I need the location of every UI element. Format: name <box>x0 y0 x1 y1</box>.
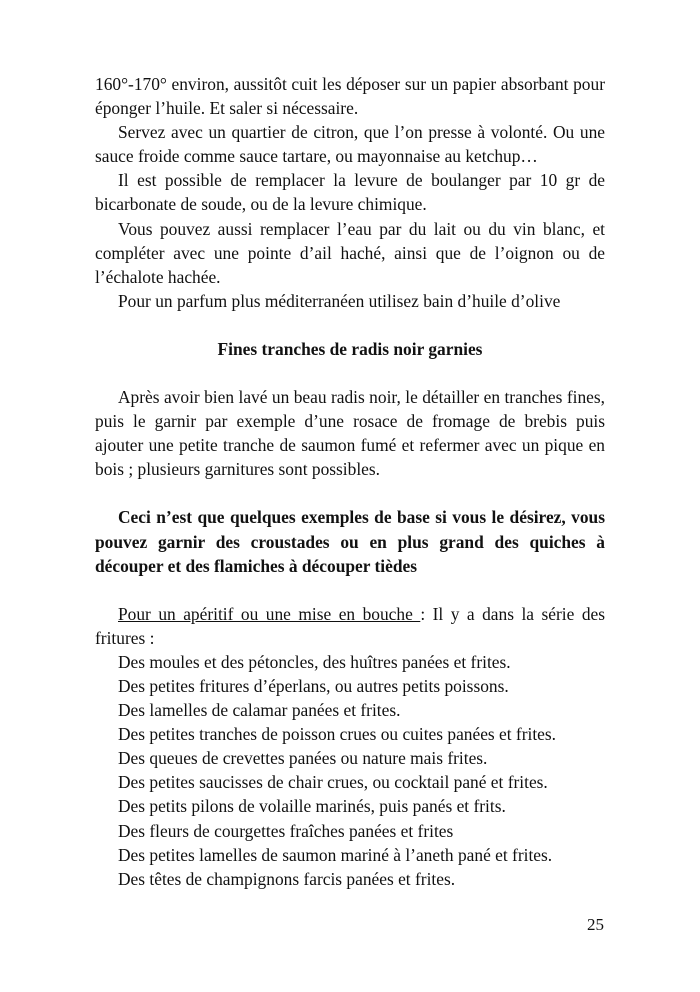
list-item: Des queues de crevettes panées ou nature mais frites. <box>118 748 488 769</box>
page-number: 25 <box>587 915 604 934</box>
list-item: Des petites fritures d’éperlans, ou autres petits poissons. <box>118 675 509 696</box>
paragraph-yeast-substitute: Il est possible de remplacer la levure de boulanger par 10 gr de bicarbonate de soude, ou de la levure chimique. <box>95 170 605 215</box>
paragraph-liquid-substitute: Vous pouvez aussi remplacer l’eau par du lait ou du vin blanc, et compléter avec une pointe d’ail haché, ainsi que de l’oignon ou de l’échalote hachée. <box>95 218 605 287</box>
list-item: Des petites lamelles de saumon mariné à l’aneth pané et frites. <box>118 844 553 865</box>
aperitif-intro-rest: : Il y a dans la série des fritures : <box>95 603 606 648</box>
paragraph-frying-end: 160°-170° environ, aussitôt cuit les déposer sur un papier absorbant pour éponger l’huile. Et saler si nécessaire. <box>95 74 605 119</box>
list-item: Des moules et des pétoncles, des huîtres panées et frites. <box>118 651 511 672</box>
page-content <box>95 72 605 891</box>
paragraph-radis: Après avoir bien lavé un beau radis noir, le détailler en tranches fines, puis le garnir par exemple d’une rosace de fromage de brebis puis ajouter une petite tranche de saumon fumé et refermer avec un pique en bois ; plusieurs garnitures sont possibles. <box>95 387 605 480</box>
fritures-list <box>95 650 605 891</box>
section-heading-radis: Fines tranches de radis noir garnies <box>217 338 483 359</box>
aperitif-intro-underlined: Pour un apéritif ou une mise en bouche <box>118 603 421 624</box>
list-item: Des petits pilons de volaille marinés, puis panés et frits. <box>118 796 506 817</box>
list-item: Des petites tranches de poisson crues ou cuites panées et frites. <box>118 724 557 745</box>
aperitif-intro <box>95 602 605 650</box>
paragraph-mediterranean: Pour un parfum plus méditerranéen utilisez bain d’huile d’olive <box>118 290 561 311</box>
bold-note: Ceci n’est que quelques exemples de base si vous le désirez, vous pouvez garnir des croustades ou en plus grand des quiches à découper et des flamiches à découper tièdes <box>95 507 605 576</box>
list-item: Des petites saucisses de chair crues, ou cocktail pané et frites. <box>118 772 548 793</box>
list-item: Des têtes de champignons farcis panées et frites. <box>118 868 456 889</box>
paragraph-serving: Servez avec un quartier de citron, que l’on presse à volonté. Ou une sauce froide comme sauce tartare, ou mayonnaise au ketchup… <box>95 122 605 167</box>
list-item: Des lamelles de calamar panées et frites. <box>118 700 401 721</box>
list-item: Des fleurs de courgettes fraîches panées et frites <box>118 820 454 841</box>
